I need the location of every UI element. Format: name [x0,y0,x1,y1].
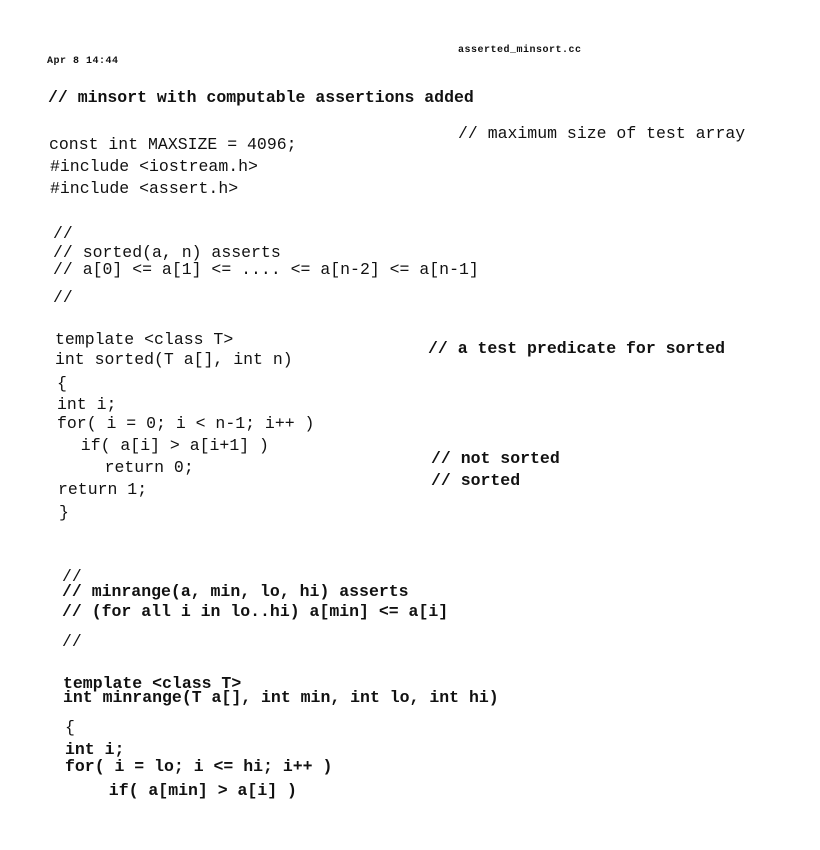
code-line: // (for all i in lo..hi) a[min] <= a[i] [62,602,449,621]
code-comment: // a test predicate for sorted [428,339,726,358]
code-comment: // sorted [431,471,521,490]
code-line: #include <iostream.h> [50,157,258,176]
code-line: // [53,224,73,243]
code-line: // minsort with computable assertions added [48,88,474,107]
code-line: // [62,632,82,651]
code-line: if( a[min] > a[i] ) [89,781,297,800]
code-line: int i; [65,740,125,759]
code-line: const int MAXSIZE = 4096; [49,135,297,154]
code-line: { [57,374,67,393]
print-date: Apr 8 14:44 [47,56,119,67]
code-line: #include <assert.h> [50,179,239,198]
print-filename: asserted_minsort.cc [458,45,582,56]
code-line: // a[0] <= a[1] <= .... <= a[n-2] <= a[n-1] [53,260,479,279]
code-line: int sorted(T a[], int n) [55,350,293,369]
code-line: } [59,503,69,522]
code-line: return 0; [65,458,194,477]
code-line: template <class T> [63,674,242,693]
code-line: for( i = lo; i <= hi; i++ ) [65,757,333,776]
code-line: { [65,718,75,737]
code-line: template <class T> [55,330,234,349]
code-line: // [62,567,82,586]
code-line: if( a[i] > a[i+1] ) [61,436,269,455]
code-line: // sorted(a, n) asserts [53,243,281,262]
code-line: int minrange(T a[], int min, int lo, int hi) [63,688,499,707]
code-line: int i; [57,395,117,414]
code-line: return 1; [58,480,148,499]
code-line: // minrange(a, min, lo, hi) asserts [62,582,409,601]
code-comment: // maximum size of test array [458,124,746,143]
code-comment: // not sorted [431,449,560,468]
code-line: // [53,288,73,307]
code-line: for( i = 0; i < n-1; i++ ) [57,414,315,433]
